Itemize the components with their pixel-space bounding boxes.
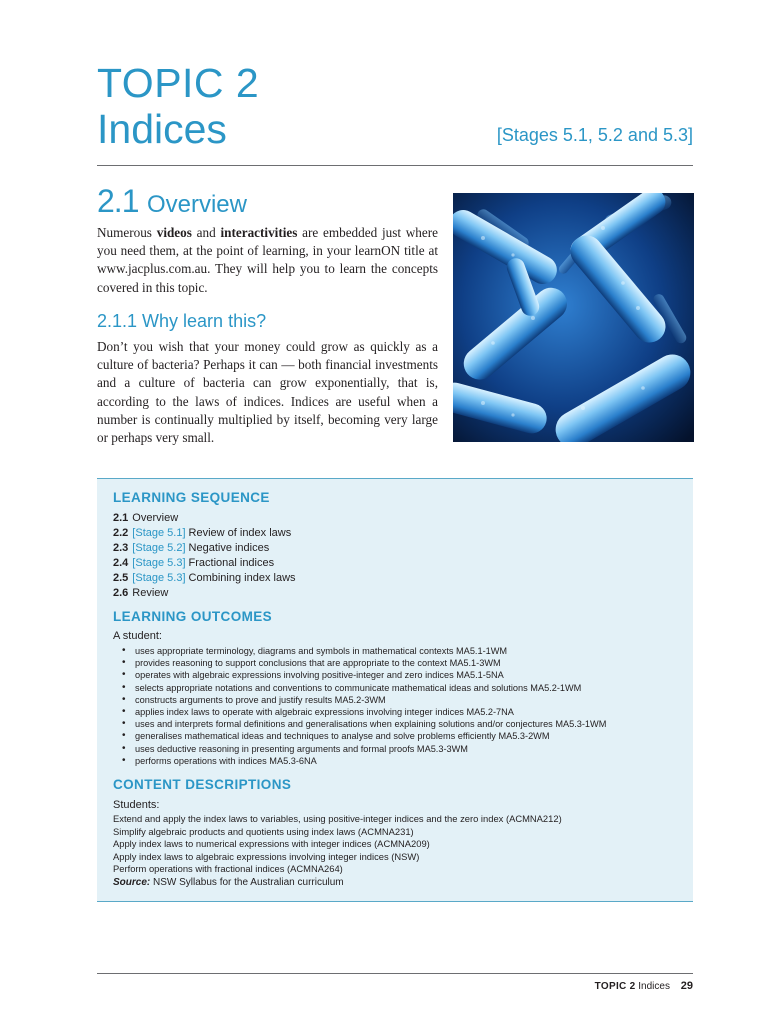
seq-number: 2.1 [113,512,129,524]
intro-bold-interactivities: interactivities [220,225,298,240]
seq-title: Fractional indices [188,557,275,569]
seq-number: 2.5 [113,572,129,584]
seq-number: 2.4 [113,557,129,569]
intro-text: and [191,225,221,240]
topic-label: TOPIC 2 [97,60,260,106]
footer-divider [97,973,693,974]
source-line [113,877,344,888]
seq-stage: [Stage 5.2] [132,542,186,554]
topic-stages: [Stages 5.1, 5.2 and 5.3] [496,125,693,145]
learning-sequence-heading: LEARNING SEQUENCE [113,490,270,505]
seq-title: Combining index laws [188,572,296,584]
list-item [113,556,296,571]
list-item: • applies index laws to operate with algebraic expressions involving integer indices MA5.2-7NA [119,706,606,718]
seq-number: 2.6 [113,587,129,599]
overview-heading [97,183,247,220]
seq-title: Overview [132,512,179,524]
list-item: • uses appropriate terminology, diagrams and symbols in mathematical contexts MA5.1-1WM [119,645,606,657]
footer-topic-name: Indices [638,981,670,992]
seq-title: Review of index laws [188,527,292,539]
page-number: 29 [680,980,693,992]
outcomes-intro: A student: [113,630,162,642]
list-item: • uses and interprets formal definitions and generalisations when explaining solutions and/or conjectures MA5.3-1WM [119,718,606,730]
seq-stage: [Stage 5.3] [132,572,186,584]
source-label: Source: [113,877,151,888]
content-intro: Students: [113,799,160,811]
list-item: • selects appropriate notations and conventions to communicate mathematical ideas and solutions MA5.2-1WM [119,682,606,694]
learning-outcomes-list [119,645,606,767]
list-item: Simplify algebraic products and quotients using index laws (ACMNA231) [113,825,414,837]
content-descriptions-list [113,813,562,876]
list-item [113,541,296,556]
list-item: • generalises mathematical ideas and techniques to analyse and solve problems efficiently MA5.3-2WM [119,730,606,742]
list-item [113,571,296,586]
bacteria-illustration [453,193,694,442]
topic-subrow [97,106,693,152]
seq-title: Review [132,587,169,599]
content-descriptions-heading: CONTENT DESCRIPTIONS [113,777,292,792]
intro-text: Numerous [97,225,157,240]
learning-sequence-box [97,478,693,902]
list-item: Apply index laws to algebraic expressions involving integer indices (NSW) [113,850,420,862]
list-item: • provides reasoning to support conclusions that are appropriate to the context MA5.1-3WM [119,657,606,669]
list-item: Extend and apply the index laws to variables, using positive-integer indices and the zero index (ACMNA212) [113,813,562,824]
intro-bold-videos: videos [156,225,192,240]
why-learn-heading: 2.1.1 Why learn this? [97,311,267,331]
footer-topic: TOPIC 2 [594,981,636,992]
list-item: • performs operations with indices MA5.3-6NA [119,755,606,767]
section-title: Overview [146,191,247,218]
section-number: 2.1 [97,183,139,219]
list-item: • uses deductive reasoning in presenting arguments and formal proofs MA5.3-3WM [119,743,606,755]
learning-sequence-list [113,511,296,601]
topic-header [97,60,693,152]
bacteria-image [453,193,694,442]
list-item: • constructs arguments to prove and justify results MA5.2-3WM [119,694,606,706]
list-item [113,511,296,526]
list-item [113,526,296,541]
why-learn-text: Don’t you wish that your money could grow as quickly as a culture of bacteria? Perhaps it can — both financial investments and a culture of bacteria can grow exponentially, that is, according to the laws of indices. Indices are useful when a number is continually multiplied by itself, becoming very large or perhaps very small. [97,339,438,446]
seq-stage: [Stage 5.1] [132,527,186,539]
overview-intro [97,224,438,297]
list-item [113,586,296,601]
list-item: Apply index laws to numerical expressions with integer indices (ACMNA209) [113,838,430,850]
seq-stage: [Stage 5.3] [132,557,186,569]
page-footer [595,980,693,992]
title-divider [97,165,693,166]
list-item: • operates with algebraic expressions involving positive-integer and zero indices MA5.1-5NA [119,669,606,681]
list-item: Perform operations with fractional indices (ACMNA264) [113,863,343,875]
seq-number: 2.3 [113,542,129,554]
source-text: NSW Syllabus for the Australian curriculum [150,877,344,888]
seq-number: 2.2 [113,527,129,539]
learning-outcomes-heading: LEARNING OUTCOMES [113,609,273,624]
intro-text: are embedded just where you need them, at the point of learning, in your learnON title at www.jacplus.com.au. They will help you to learn the concepts covered in this topic. [97,225,438,295]
seq-title: Negative indices [188,542,270,554]
topic-name: Indices [97,106,227,152]
